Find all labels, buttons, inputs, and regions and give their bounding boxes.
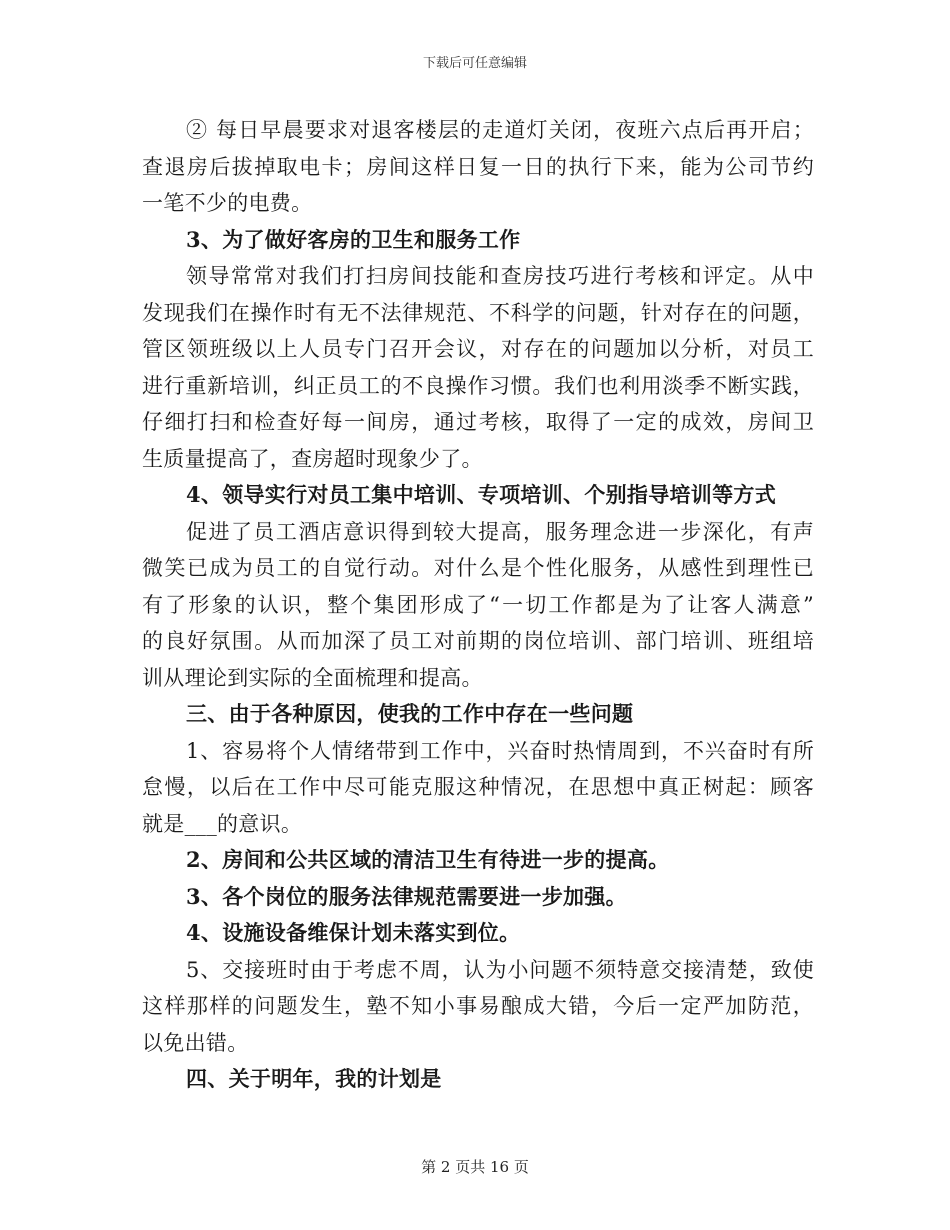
paragraph-line: 训从理论到实际的全面梳理和提高。 bbox=[142, 665, 483, 690]
section-heading: 四、关于明年，我的计划是 bbox=[186, 1066, 442, 1091]
section-heading: 三、由于各种原因，使我的工作中存在一些问题 bbox=[186, 701, 634, 726]
section-heading: 4、领导实行对员工集中培训、专项培训、个别指导培训等方式 bbox=[186, 482, 777, 507]
paragraph-line: 发现我们在操作时有无不法律规范、不科学的问题，针对存在的问题， bbox=[142, 300, 814, 325]
paragraph-line: 微笑已成为员工的自觉行动。对什么是个性化服务，从感性到理性已 bbox=[142, 556, 814, 580]
paragraph-line: 5、交接班时由于考虑不周，认为小问题不须特意交接清楚，致使 bbox=[186, 957, 814, 982]
paragraph-line: 查退房后拔掉取电卡；房间这样日复一日的执行下来，能为公司节约 bbox=[142, 154, 814, 179]
page-footer: 第 2 页共 16 页 bbox=[421, 1158, 529, 1176]
paragraph-line: 这样那样的问题发生，塾不知小事易酿成大错，今后一定严加防范， bbox=[142, 994, 814, 1018]
paragraph-line: 怠慢，以后在工作中尽可能克服这种情况，在思想中真正树起：顾客 bbox=[142, 775, 814, 799]
paragraph-line: 仔细打扫和检查好每一间房，通过考核，取得了一定的成效，房间卫 bbox=[142, 410, 814, 434]
paragraph-line: 进行重新培训，纠正员工的不良操作习惯。我们也利用淡季不断实践， bbox=[142, 373, 814, 398]
paragraph-line: 促进了员工酒店意识得到较大提高，服务理念进一步深化，有声 bbox=[186, 519, 814, 544]
paragraph-line: 一笔不少的电费。 bbox=[142, 191, 313, 215]
paragraph-line: ② 每日早晨要求对退客楼层的走道灯关闭，夜班六点后再开启； bbox=[186, 118, 814, 142]
section-heading: 3、为了做好客房的卫生和服务工作 bbox=[186, 226, 521, 252]
page-header: 下载后可任意编辑 bbox=[422, 56, 527, 71]
paragraph-line: 领导常常对我们打扫房间技能和查房技巧进行考核和评定。从中 bbox=[186, 264, 814, 288]
list-item: 3、各个岗位的服务法律规范需要进一步加强。 bbox=[186, 883, 627, 909]
paragraph-line: 的良好氛围。从而加深了员工对前期的岗位培训、部门培训、班组培 bbox=[142, 629, 814, 653]
paragraph-line: 1、容易将个人情绪带到工作中，兴奋时热情周到，不兴奋时有所 bbox=[186, 738, 814, 763]
document-body bbox=[142, 112, 814, 1098]
list-item: 4、设施设备维保计划未落实到位。 bbox=[186, 920, 521, 945]
paragraph-line: 生质量提高了，查房超时现象少了。 bbox=[142, 446, 483, 471]
paragraph-line: 管区领班级以上人员专门召开会议，对存在的问题加以分析，对员工 bbox=[142, 337, 814, 361]
list-item: 2、房间和公共区域的清洁卫生有待进一步的提高。 bbox=[186, 847, 670, 872]
paragraph-line: 就是___的意识。 bbox=[142, 811, 303, 836]
paragraph-line: 有了形象的认识，整个集团形成了“一切工作都是为了让客人满意” bbox=[142, 592, 814, 617]
paragraph-line: 以免出错。 bbox=[142, 1030, 249, 1055]
